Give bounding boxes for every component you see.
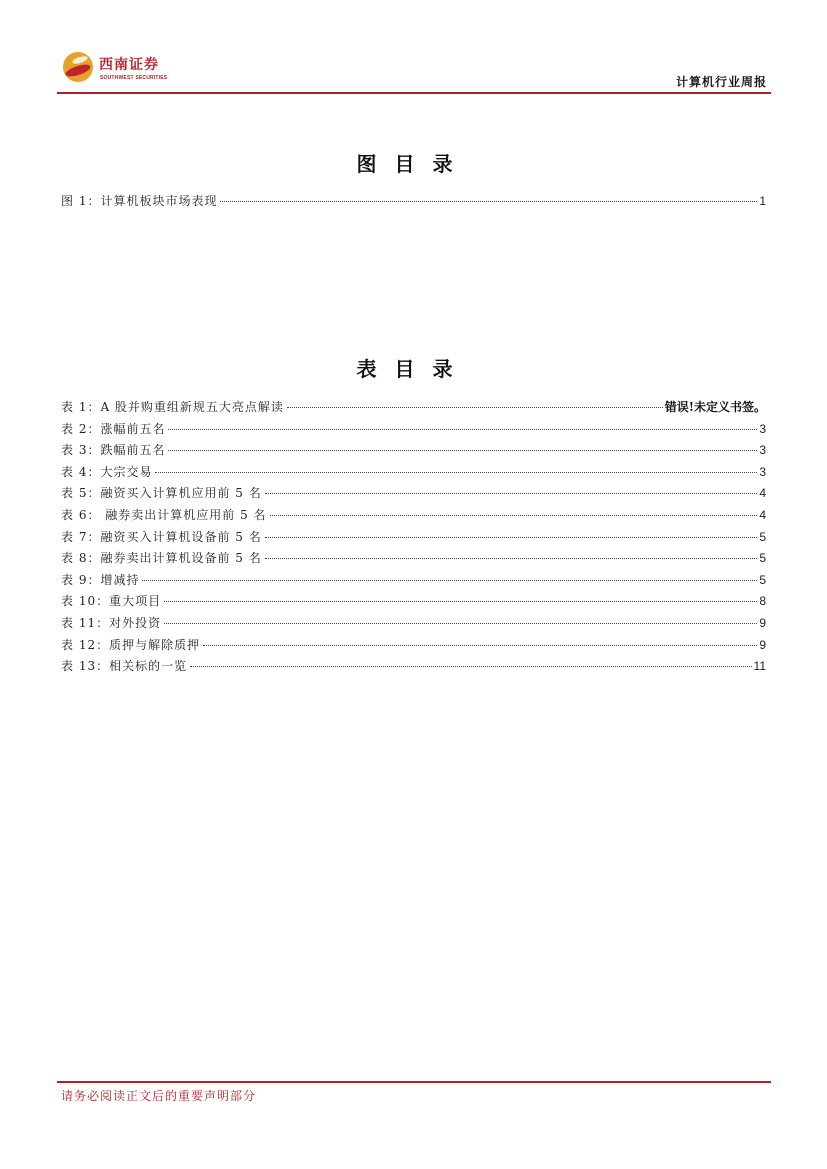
- logo-emblem-icon: [63, 52, 93, 82]
- toc-leader-dots: [265, 493, 758, 494]
- toc-leader-dots: [168, 429, 757, 430]
- toc-entry[interactable]: [61, 192, 766, 214]
- toc-entry[interactable]: [61, 614, 766, 636]
- toc-entry[interactable]: [61, 506, 766, 528]
- logo-chinese-name: 西南证券: [99, 57, 159, 73]
- toc-entry-page: 3: [759, 464, 766, 479]
- toc-entry-page: 9: [759, 615, 766, 630]
- toc-entry-label: 表 12：质押与解除质押: [61, 637, 201, 652]
- company-logo: [63, 50, 173, 86]
- toc-entry-page: 错误!未定义书签。: [664, 400, 766, 414]
- toc-entry[interactable]: [61, 592, 766, 614]
- toc-entry-page: 4: [759, 507, 766, 522]
- toc-entry-label: 表 3：跌幅前五名: [61, 443, 166, 458]
- footer-divider: [57, 1081, 771, 1083]
- report-title: 计算机行业周报: [675, 75, 767, 89]
- header-divider: [57, 92, 771, 94]
- toc-entry-label: 表 1：A 股并购重组新规五大亮点解读: [61, 400, 284, 414]
- toc-entry-label: 表 8：融券卖出计算机设备前 5 名: [61, 551, 262, 566]
- toc-entry[interactable]: [61, 398, 766, 420]
- toc-entry-label: 表 4：大宗交易: [61, 464, 153, 479]
- toc-leader-dots: [270, 515, 758, 516]
- toc-leader-dots: [142, 580, 757, 581]
- toc-entry-page: 11: [753, 659, 766, 674]
- toc-leader-dots: [190, 666, 751, 667]
- logo-english-name: SOUTHWEST SECURITIES: [100, 75, 168, 81]
- toc-leader-dots: [168, 450, 757, 451]
- toc-entry[interactable]: [61, 571, 766, 593]
- toc-leader-dots: [265, 558, 758, 559]
- toc-entry[interactable]: [61, 528, 766, 550]
- tables-toc-title: 表目录: [356, 357, 471, 381]
- toc-entry-page: 5: [759, 572, 766, 587]
- toc-entry-page: 4: [759, 486, 766, 501]
- toc-entry-page: 3: [759, 443, 766, 458]
- toc-leader-dots: [155, 472, 757, 473]
- toc-entry[interactable]: [61, 441, 766, 463]
- toc-entry-page: 8: [759, 594, 766, 609]
- toc-entry-label: 图 1：计算机板块市场表现: [61, 194, 218, 208]
- toc-entry-page: 1: [759, 194, 766, 208]
- toc-entry-page: 9: [759, 637, 766, 652]
- toc-leader-dots: [287, 407, 663, 408]
- toc-entry[interactable]: [61, 657, 766, 679]
- figures-toc-title: 图目录: [356, 152, 471, 176]
- toc-entry[interactable]: [61, 636, 766, 658]
- toc-entry-page: 5: [759, 529, 766, 544]
- toc-entry-label: 表 10：重大项目: [61, 594, 162, 609]
- toc-entry-page: 5: [759, 551, 766, 566]
- toc-entry-label: 表 6： 融券卖出计算机应用前 5 名: [61, 507, 267, 522]
- toc-entry-label: 表 9：增减持: [61, 572, 140, 587]
- toc-entry-label: 表 5：融资买入计算机应用前 5 名: [61, 486, 262, 501]
- toc-entry[interactable]: [61, 420, 766, 442]
- toc-entry-label: 表 2：涨幅前五名: [61, 421, 166, 436]
- toc-entry-label: 表 13：相关标的一览: [61, 659, 188, 674]
- toc-entry-label: 表 11：对外投资: [61, 615, 162, 630]
- page-header: [57, 48, 771, 92]
- footer-disclaimer: 请务必阅读正文后的重要声明部分: [61, 1089, 257, 1103]
- toc-entry[interactable]: [61, 463, 766, 485]
- toc-leader-dots: [164, 623, 757, 624]
- toc-entry-page: 3: [759, 421, 766, 436]
- toc-entry[interactable]: [61, 484, 766, 506]
- figures-toc-list: [61, 192, 766, 214]
- toc-leader-dots: [220, 201, 757, 202]
- toc-leader-dots: [164, 601, 757, 602]
- toc-leader-dots: [203, 645, 757, 646]
- tables-toc-list: [61, 398, 766, 679]
- toc-entry[interactable]: [61, 549, 766, 571]
- toc-leader-dots: [265, 537, 758, 538]
- toc-entry-label: 表 7：融资买入计算机设备前 5 名: [61, 529, 262, 544]
